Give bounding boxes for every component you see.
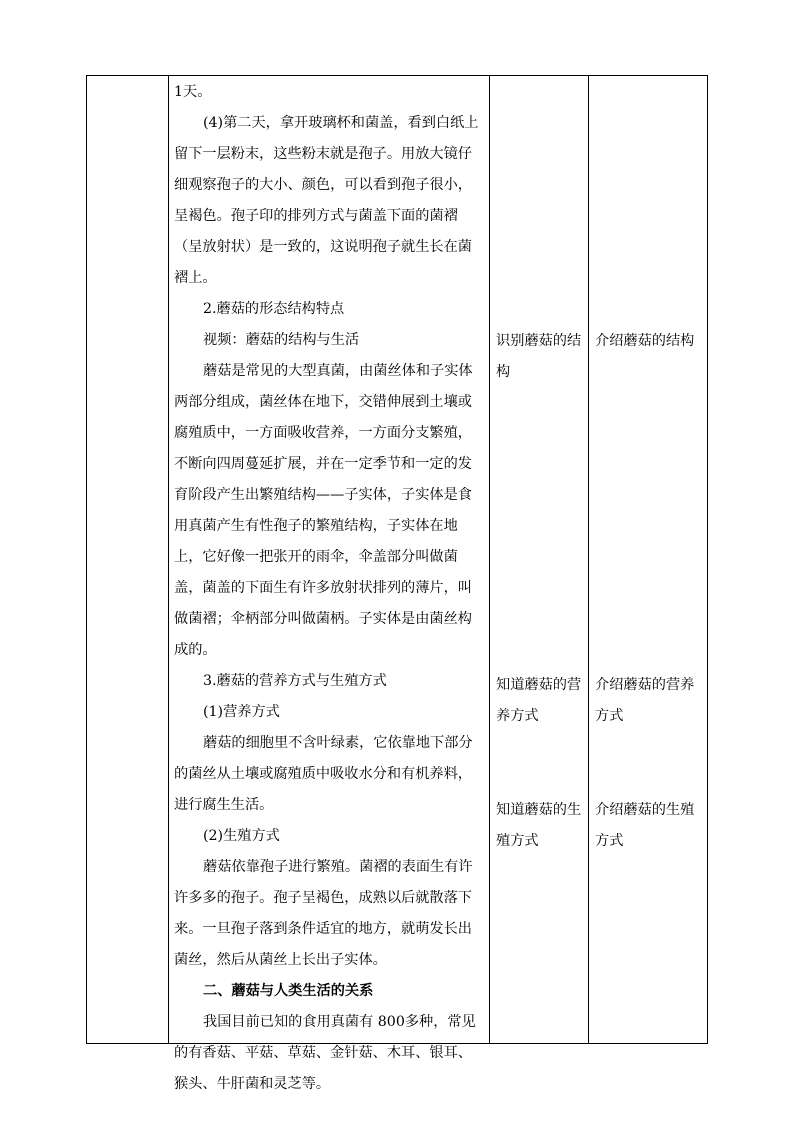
student-activity-3	[496, 795, 586, 857]
teaching-content-cell	[174, 77, 486, 1100]
content-paragraph: 蘑菇依靠孢子进行繁殖。菌褶的表面生有许许多多的孢子。孢子呈褐色，成熟以后就散落下来。一旦孢子落到条件适宜的地方，就萌发长出菌丝，然后从菌丝上长出子实体。	[174, 859, 473, 968]
table-divider-1	[168, 75, 169, 1044]
content-paragraph: 蘑菇是常见的大型真菌，由菌丝体和子实体两部分组成，菌丝体在地下，交错伸展到土壤或腐殖质中，一方面吸收营养，一方面分支繁殖，不断向四周蔓延扩展，并在一定季节和一定的发育阶段产生出繁殖结构——子实体，子实体是食用真菌产生有性孢子的繁殖结构，子实体在地上，它好像一把张开的雨伞，伞盖部分叫做菌盖，菌盖的下面生有许多放射状排列的薄片，叫做菌褶；伞柄部分叫做菌柄。子实体是由菌丝构成的。	[174, 363, 473, 658]
student-activity-2	[496, 670, 586, 732]
content-paragraph: 我国目前已知的食用真菌有 800多种，常见的有香菇、平菇、草菇、金针菇、木耳、银耳、猴头、牛肝菌和灵芝等。	[174, 1014, 476, 1092]
table-border-left	[86, 75, 87, 1044]
table-border-top	[86, 75, 708, 76]
design-intent-text: 介绍蘑菇的营养	[595, 677, 695, 693]
design-intent-text: 方式	[595, 708, 624, 724]
sub-heading: (2)生殖方式	[203, 828, 280, 844]
section-heading: 2.蘑菇的形态结构特点	[203, 301, 345, 317]
content-paragraph: (4)第二天，拿开玻璃杯和菌盖，看到白纸上留下一层粉末，这些粉末就是孢子。用放大镜仔细观察孢子的大小、颜色，可以看到孢子很小，呈褐色。孢子印的排列方式与菌盖下面的菌褶（呈放射状）是一致的，这说明孢子就生长在菌褶上。	[174, 115, 479, 286]
student-activity-text: 养方式	[496, 708, 539, 724]
table-border-right	[707, 75, 708, 1044]
design-intent-text: 方式	[595, 833, 624, 849]
student-activity-text: 识别蘑菇的结	[496, 333, 582, 349]
content-line: 1天。	[174, 84, 212, 100]
section-heading: 3.蘑菇的营养方式与生殖方式	[203, 673, 387, 689]
student-activity-text: 知道蘑菇的生	[496, 802, 582, 818]
design-intent-3	[595, 795, 705, 857]
design-intent-1	[595, 326, 705, 357]
design-intent-text: 介绍蘑菇的生殖	[595, 802, 695, 818]
student-activity-1	[496, 326, 586, 388]
design-intent-2	[595, 670, 705, 732]
sub-heading: (1)营养方式	[203, 704, 280, 720]
student-activity-text: 知道蘑菇的营	[496, 677, 582, 693]
design-intent-text: 介绍蘑菇的结构	[595, 333, 695, 349]
content-paragraph: 蘑菇的细胞里不含叶绿素，它依靠地下部分的菌丝从土壤或腐殖质中吸收水分和有机养料，进行腐生生活。	[174, 735, 473, 813]
table-divider-3	[588, 75, 589, 1044]
section-heading-bold: 二、蘑菇与人类生活的关系	[203, 983, 374, 999]
student-activity-text: 殖方式	[496, 833, 539, 849]
student-activity-text: 构	[496, 364, 511, 380]
video-label: 视频：蘑菇的结构与生活	[203, 332, 360, 348]
table-divider-2	[489, 75, 490, 1044]
